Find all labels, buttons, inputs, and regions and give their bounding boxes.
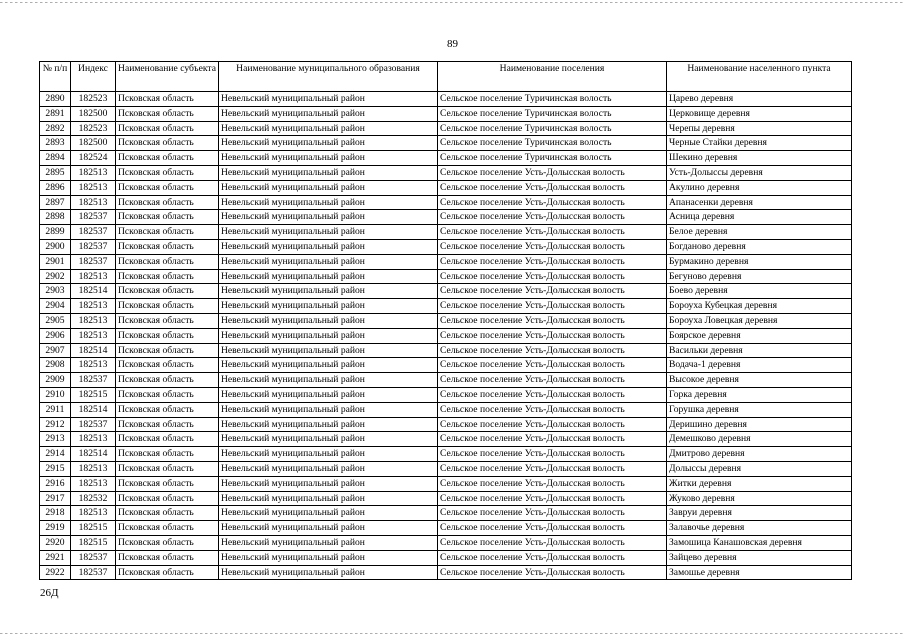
header-locality: Наименование населенного пункта xyxy=(667,62,852,92)
locality-name: Белое деревня xyxy=(667,225,852,240)
locality-name: Демешково деревня xyxy=(667,432,852,447)
row-number: 2913 xyxy=(40,432,71,447)
settlement-name: Сельское поселение Усть-Долысская волость xyxy=(438,254,667,269)
municipality-name: Невельский муниципальный район xyxy=(219,535,438,550)
municipality-name: Невельский муниципальный район xyxy=(219,447,438,462)
municipality-name: Невельский муниципальный район xyxy=(219,254,438,269)
postal-index: 182514 xyxy=(71,284,116,299)
table-row xyxy=(40,180,852,195)
subject-name: Псковская область xyxy=(116,254,219,269)
table-row xyxy=(40,358,852,373)
settlement-name: Сельское поселение Усть-Долысская волость xyxy=(438,210,667,225)
settlement-name: Сельское поселение Усть-Долысская волость xyxy=(438,195,667,210)
subject-name: Псковская область xyxy=(116,535,219,550)
subject-name: Псковская область xyxy=(116,165,219,180)
settlement-name: Сельское поселение Усть-Долысская волость xyxy=(438,565,667,580)
municipality-name: Невельский муниципальный район xyxy=(219,195,438,210)
subject-name: Псковская область xyxy=(116,284,219,299)
postal-index: 182537 xyxy=(71,417,116,432)
subject-name: Псковская область xyxy=(116,373,219,388)
subject-name: Псковская область xyxy=(116,313,219,328)
settlement-name: Сельское поселение Усть-Долысская волость xyxy=(438,343,667,358)
locality-name: Церковище деревня xyxy=(667,106,852,121)
municipality-name: Невельский муниципальный район xyxy=(219,284,438,299)
table-row xyxy=(40,269,852,284)
subject-name: Псковская область xyxy=(116,402,219,417)
row-number: 2917 xyxy=(40,491,71,506)
settlement-name: Сельское поселение Усть-Долысская волость xyxy=(438,373,667,388)
subject-name: Псковская область xyxy=(116,343,219,358)
locality-name: Дмитрово деревня xyxy=(667,447,852,462)
header-settlement: Наименование поселения xyxy=(438,62,667,92)
table-row xyxy=(40,432,852,447)
settlements-table-wrap xyxy=(39,61,852,580)
row-number: 2890 xyxy=(40,92,71,107)
municipality-name: Невельский муниципальный район xyxy=(219,491,438,506)
subject-name: Псковская область xyxy=(116,151,219,166)
locality-name: Шекино деревня xyxy=(667,151,852,166)
municipality-name: Невельский муниципальный район xyxy=(219,521,438,536)
locality-name: Черные Стайки деревня xyxy=(667,136,852,151)
row-number: 2891 xyxy=(40,106,71,121)
settlement-name: Сельское поселение Усть-Долысская волость xyxy=(438,299,667,314)
municipality-name: Невельский муниципальный район xyxy=(219,550,438,565)
settlement-name: Сельское поселение Усть-Долысская волость xyxy=(438,447,667,462)
settlement-name: Сельское поселение Усть-Долысская волость xyxy=(438,461,667,476)
table-row xyxy=(40,284,852,299)
table-row xyxy=(40,165,852,180)
table-row xyxy=(40,476,852,491)
locality-name: Высокое деревня xyxy=(667,373,852,388)
row-number: 2910 xyxy=(40,387,71,402)
settlement-name: Сельское поселение Усть-Долысская волость xyxy=(438,225,667,240)
settlement-name: Сельское поселение Усть-Долысская волость xyxy=(438,402,667,417)
row-number: 2896 xyxy=(40,180,71,195)
settlement-name: Сельское поселение Туричинская волость xyxy=(438,121,667,136)
postal-index: 182513 xyxy=(71,180,116,195)
row-number: 2912 xyxy=(40,417,71,432)
table-body xyxy=(40,92,852,580)
locality-name: Горушка деревня xyxy=(667,402,852,417)
row-number: 2901 xyxy=(40,254,71,269)
postal-index: 182513 xyxy=(71,358,116,373)
municipality-name: Невельский муниципальный район xyxy=(219,343,438,358)
row-number: 2918 xyxy=(40,506,71,521)
subject-name: Псковская область xyxy=(116,269,219,284)
settlement-name: Сельское поселение Усть-Долысская волость xyxy=(438,535,667,550)
table-row xyxy=(40,461,852,476)
subject-name: Псковская область xyxy=(116,461,219,476)
header-number: № п/п xyxy=(40,62,71,92)
locality-name: Черепы деревня xyxy=(667,121,852,136)
table-row xyxy=(40,447,852,462)
locality-name: Замошица Канашовская деревня xyxy=(667,535,852,550)
subject-name: Псковская область xyxy=(116,521,219,536)
row-number: 2906 xyxy=(40,328,71,343)
table-row xyxy=(40,417,852,432)
row-number: 2922 xyxy=(40,565,71,580)
row-number: 2895 xyxy=(40,165,71,180)
table-header-row xyxy=(40,62,852,92)
table-row xyxy=(40,136,852,151)
municipality-name: Невельский муниципальный район xyxy=(219,387,438,402)
subject-name: Псковская область xyxy=(116,432,219,447)
table-row xyxy=(40,313,852,328)
settlement-name: Сельское поселение Туричинская волость xyxy=(438,106,667,121)
municipality-name: Невельский муниципальный район xyxy=(219,121,438,136)
municipality-name: Невельский муниципальный район xyxy=(219,565,438,580)
table-row xyxy=(40,195,852,210)
subject-name: Псковская область xyxy=(116,506,219,521)
locality-name: Бурмакино деревня xyxy=(667,254,852,269)
municipality-name: Невельский муниципальный район xyxy=(219,151,438,166)
locality-name: Водача-1 деревня xyxy=(667,358,852,373)
table-row xyxy=(40,343,852,358)
subject-name: Псковская область xyxy=(116,447,219,462)
header-index: Индекс xyxy=(71,62,116,92)
postal-index: 182513 xyxy=(71,165,116,180)
table-row xyxy=(40,373,852,388)
locality-name: Залавочье деревня xyxy=(667,521,852,536)
settlement-name: Сельское поселение Усть-Долысская волость xyxy=(438,521,667,536)
table-row xyxy=(40,210,852,225)
table-row xyxy=(40,121,852,136)
row-number: 2908 xyxy=(40,358,71,373)
locality-name: Васильки деревня xyxy=(667,343,852,358)
postal-index: 182537 xyxy=(71,210,116,225)
locality-name: Долыссы деревня xyxy=(667,461,852,476)
row-number: 2920 xyxy=(40,535,71,550)
subject-name: Псковская область xyxy=(116,358,219,373)
postal-index: 182537 xyxy=(71,565,116,580)
footer-code: 26Д xyxy=(40,587,59,599)
table-row xyxy=(40,387,852,402)
postal-index: 182514 xyxy=(71,447,116,462)
table-row xyxy=(40,299,852,314)
postal-index: 182513 xyxy=(71,506,116,521)
postal-index: 182515 xyxy=(71,535,116,550)
subject-name: Псковская область xyxy=(116,491,219,506)
postal-index: 182500 xyxy=(71,136,116,151)
scan-edge-top xyxy=(0,2,905,4)
subject-name: Псковская область xyxy=(116,476,219,491)
municipality-name: Невельский муниципальный район xyxy=(219,136,438,151)
table-row xyxy=(40,225,852,240)
row-number: 2915 xyxy=(40,461,71,476)
table-row xyxy=(40,491,852,506)
municipality-name: Невельский муниципальный район xyxy=(219,373,438,388)
subject-name: Псковская область xyxy=(116,239,219,254)
postal-index: 182514 xyxy=(71,402,116,417)
table-row xyxy=(40,254,852,269)
municipality-name: Невельский муниципальный район xyxy=(219,210,438,225)
settlement-name: Сельское поселение Усть-Долысская волость xyxy=(438,180,667,195)
municipality-name: Невельский муниципальный район xyxy=(219,92,438,107)
table-row xyxy=(40,151,852,166)
municipality-name: Невельский муниципальный район xyxy=(219,506,438,521)
row-number: 2892 xyxy=(40,121,71,136)
locality-name: Горка деревня xyxy=(667,387,852,402)
municipality-name: Невельский муниципальный район xyxy=(219,165,438,180)
settlement-name: Сельское поселение Усть-Долысская волость xyxy=(438,476,667,491)
postal-index: 182532 xyxy=(71,491,116,506)
row-number: 2914 xyxy=(40,447,71,462)
postal-index: 182500 xyxy=(71,106,116,121)
settlement-name: Сельское поселение Туричинская волость xyxy=(438,151,667,166)
municipality-name: Невельский муниципальный район xyxy=(219,106,438,121)
postal-index: 182537 xyxy=(71,225,116,240)
municipality-name: Невельский муниципальный район xyxy=(219,476,438,491)
settlement-name: Сельское поселение Усть-Долысская волость xyxy=(438,432,667,447)
table-row xyxy=(40,328,852,343)
table-row xyxy=(40,92,852,107)
row-number: 2903 xyxy=(40,284,71,299)
locality-name: Асница деревня xyxy=(667,210,852,225)
settlement-name: Сельское поселение Усть-Долысская волость xyxy=(438,328,667,343)
page-number: 89 xyxy=(447,38,458,50)
locality-name: Завруи деревня xyxy=(667,506,852,521)
settlement-name: Сельское поселение Усть-Долысская волость xyxy=(438,358,667,373)
locality-name: Жуково деревня xyxy=(667,491,852,506)
postal-index: 182513 xyxy=(71,476,116,491)
postal-index: 182513 xyxy=(71,328,116,343)
table-row xyxy=(40,402,852,417)
postal-index: 182513 xyxy=(71,313,116,328)
locality-name: Апанасенки деревня xyxy=(667,195,852,210)
postal-index: 182515 xyxy=(71,521,116,536)
settlement-name: Сельское поселение Туричинская волость xyxy=(438,136,667,151)
postal-index: 182514 xyxy=(71,343,116,358)
subject-name: Псковская область xyxy=(116,550,219,565)
locality-name: Царево деревня xyxy=(667,92,852,107)
row-number: 2909 xyxy=(40,373,71,388)
locality-name: Акулино деревня xyxy=(667,180,852,195)
subject-name: Псковская область xyxy=(116,180,219,195)
locality-name: Житки деревня xyxy=(667,476,852,491)
table-row xyxy=(40,106,852,121)
settlements-table xyxy=(39,61,852,580)
row-number: 2919 xyxy=(40,521,71,536)
postal-index: 182523 xyxy=(71,92,116,107)
row-number: 2904 xyxy=(40,299,71,314)
table-row xyxy=(40,521,852,536)
settlement-name: Сельское поселение Усть-Долысская волость xyxy=(438,284,667,299)
locality-name: Усть-Долыссы деревня xyxy=(667,165,852,180)
postal-index: 182513 xyxy=(71,269,116,284)
municipality-name: Невельский муниципальный район xyxy=(219,269,438,284)
row-number: 2902 xyxy=(40,269,71,284)
locality-name: Деришино деревня xyxy=(667,417,852,432)
settlement-name: Сельское поселение Усть-Долысская волость xyxy=(438,506,667,521)
subject-name: Псковская область xyxy=(116,387,219,402)
settlement-name: Сельское поселение Усть-Долысская волость xyxy=(438,491,667,506)
settlement-name: Сельское поселение Усть-Долысская волость xyxy=(438,417,667,432)
settlement-name: Сельское поселение Усть-Долысская волость xyxy=(438,239,667,254)
row-number: 2900 xyxy=(40,239,71,254)
municipality-name: Невельский муниципальный район xyxy=(219,299,438,314)
municipality-name: Невельский муниципальный район xyxy=(219,180,438,195)
header-subject: Наименование субъекта xyxy=(116,62,219,92)
postal-index: 182524 xyxy=(71,151,116,166)
table-row xyxy=(40,535,852,550)
row-number: 2911 xyxy=(40,402,71,417)
subject-name: Псковская область xyxy=(116,121,219,136)
municipality-name: Невельский муниципальный район xyxy=(219,432,438,447)
settlement-name: Сельское поселение Усть-Долысская волость xyxy=(438,387,667,402)
postal-index: 182513 xyxy=(71,461,116,476)
postal-index: 182513 xyxy=(71,299,116,314)
settlement-name: Сельское поселение Усть-Долысская волость xyxy=(438,165,667,180)
table-row xyxy=(40,565,852,580)
row-number: 2897 xyxy=(40,195,71,210)
row-number: 2899 xyxy=(40,225,71,240)
postal-index: 182515 xyxy=(71,387,116,402)
postal-index: 182537 xyxy=(71,550,116,565)
subject-name: Псковская область xyxy=(116,225,219,240)
municipality-name: Невельский муниципальный район xyxy=(219,328,438,343)
table-row xyxy=(40,506,852,521)
locality-name: Бороуха Ловецкая деревня xyxy=(667,313,852,328)
settlement-name: Сельское поселение Усть-Долысская волость xyxy=(438,269,667,284)
subject-name: Псковская область xyxy=(116,417,219,432)
postal-index: 182537 xyxy=(71,373,116,388)
locality-name: Бороуха Кубецкая деревня xyxy=(667,299,852,314)
row-number: 2905 xyxy=(40,313,71,328)
postal-index: 182537 xyxy=(71,239,116,254)
settlement-name: Сельское поселение Туричинская волость xyxy=(438,92,667,107)
subject-name: Псковская область xyxy=(116,195,219,210)
row-number: 2921 xyxy=(40,550,71,565)
postal-index: 182513 xyxy=(71,195,116,210)
table-row xyxy=(40,239,852,254)
locality-name: Боярское деревня xyxy=(667,328,852,343)
table-row xyxy=(40,550,852,565)
row-number: 2894 xyxy=(40,151,71,166)
municipality-name: Невельский муниципальный район xyxy=(219,402,438,417)
row-number: 2898 xyxy=(40,210,71,225)
subject-name: Псковская область xyxy=(116,565,219,580)
row-number: 2916 xyxy=(40,476,71,491)
municipality-name: Невельский муниципальный район xyxy=(219,239,438,254)
settlement-name: Сельское поселение Усть-Долысская волость xyxy=(438,550,667,565)
municipality-name: Невельский муниципальный район xyxy=(219,461,438,476)
header-municipality: Наименование муниципального образования xyxy=(219,62,438,92)
subject-name: Псковская область xyxy=(116,299,219,314)
subject-name: Псковская область xyxy=(116,210,219,225)
subject-name: Псковская область xyxy=(116,92,219,107)
municipality-name: Невельский муниципальный район xyxy=(219,358,438,373)
municipality-name: Невельский муниципальный район xyxy=(219,417,438,432)
locality-name: Бегуново деревня xyxy=(667,269,852,284)
postal-index: 182523 xyxy=(71,121,116,136)
subject-name: Псковская область xyxy=(116,106,219,121)
locality-name: Боево деревня xyxy=(667,284,852,299)
subject-name: Псковская область xyxy=(116,136,219,151)
row-number: 2893 xyxy=(40,136,71,151)
postal-index: 182513 xyxy=(71,432,116,447)
locality-name: Замошье деревня xyxy=(667,565,852,580)
row-number: 2907 xyxy=(40,343,71,358)
scan-edge-bottom xyxy=(0,633,905,635)
municipality-name: Невельский муниципальный район xyxy=(219,313,438,328)
subject-name: Псковская область xyxy=(116,328,219,343)
locality-name: Богданово деревня xyxy=(667,239,852,254)
locality-name: Зайцево деревня xyxy=(667,550,852,565)
municipality-name: Невельский муниципальный район xyxy=(219,225,438,240)
postal-index: 182537 xyxy=(71,254,116,269)
settlement-name: Сельское поселение Усть-Долысская волость xyxy=(438,313,667,328)
